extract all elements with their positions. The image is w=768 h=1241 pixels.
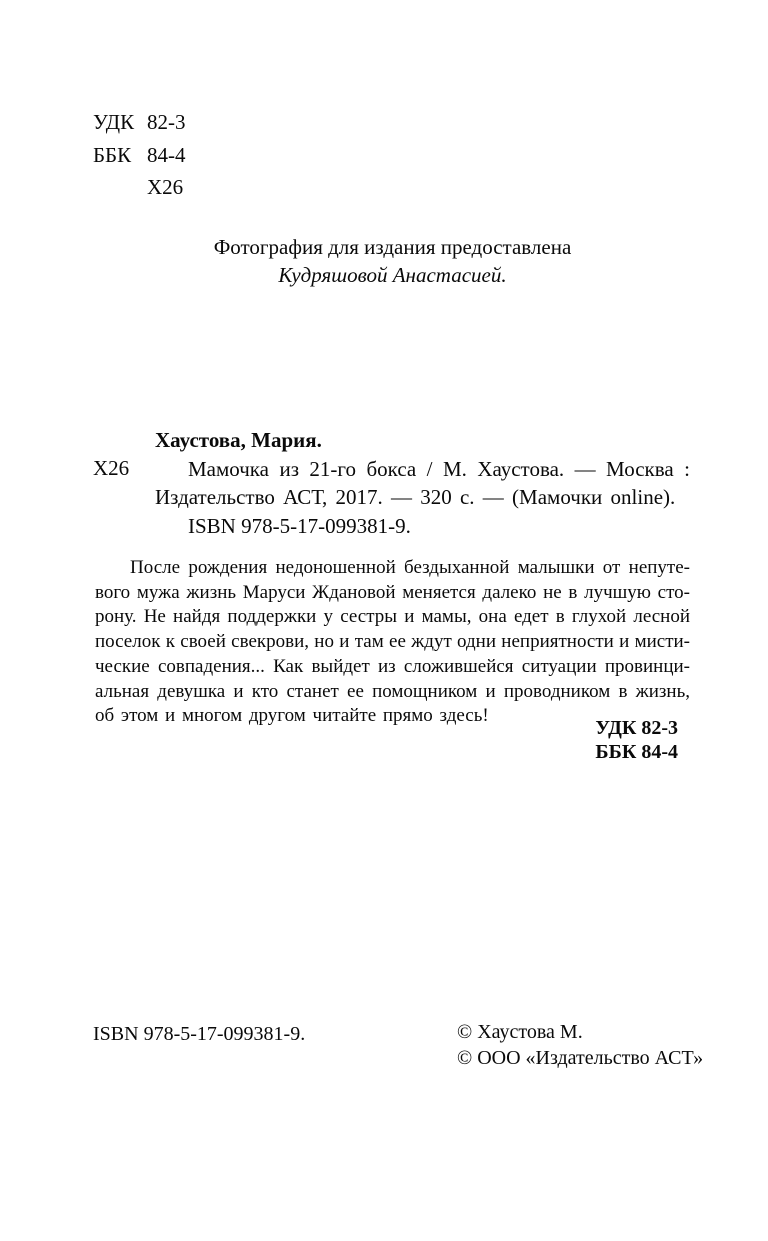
- author-sign-line: [93, 171, 186, 204]
- udk-bottom: УДК 82-3: [595, 717, 678, 739]
- bbk-bottom: ББК 84-4: [595, 741, 678, 763]
- annotation-block: [95, 556, 690, 729]
- udk-label: УДК: [93, 110, 135, 134]
- bbk-label: ББК: [93, 142, 132, 167]
- catalog-record-block: [155, 426, 690, 540]
- annotation-line: поселок к своей свекрови, но и там ее ждут одни неприятности и мисти-: [95, 631, 690, 653]
- bbk-line: [93, 139, 186, 172]
- classification-top-block: [93, 106, 186, 204]
- photo-credit-block: [95, 233, 690, 289]
- footer-isbn: ISBN 978-5-17-099381-9.: [93, 1023, 306, 1045]
- udk-value: 82-3: [147, 110, 186, 134]
- photo-credit-line1: Фотография для издания предоставлена: [213, 235, 572, 259]
- udk-line: [93, 106, 186, 139]
- bbk-value: 84-4: [147, 142, 186, 167]
- author-sign: Х26: [147, 175, 184, 199]
- annotation-line: альная девушка и кто станет ее помощником и проводником в жизнь,: [95, 680, 690, 702]
- catalog-title-line2: Издательство АСТ, 2017. — 320 с. — (Мамочки online).: [155, 485, 676, 509]
- copyright-author: © Хаустова М.: [457, 1021, 583, 1043]
- catalog-isbn: ISBN 978-5-17-099381-9.: [188, 513, 411, 538]
- footer-copyright-block: [457, 1019, 703, 1071]
- catalog-margin-sign: Х26: [93, 456, 130, 480]
- annotation-line: После рождения недоношенной бездыханной малышки от непуте-: [130, 557, 690, 578]
- annotation-line: об этом и многом другом читайте прямо здесь!: [95, 705, 489, 727]
- catalog-title-line1: Мамочка из 21-го бокса / М. Хаустова. — Москва :: [188, 456, 690, 481]
- photo-credit-line2: Кудряшовой Анастасией.: [278, 263, 507, 287]
- catalog-author-heading: Хаустова, Мария.: [155, 428, 322, 452]
- annotation-line: ческие совпадения... Как выйдет из сложившейся ситуации провинци-: [95, 655, 690, 677]
- annotation-line: вого мужа жизнь Маруси Ждановой меняется далеко не в лучшую сто-: [95, 581, 690, 603]
- copyright-publisher: © ООО «Издательство АСТ»: [457, 1047, 704, 1069]
- annotation-line: рону. Не найдя поддержки у сестры и мамы, она едет в глухой лесной: [95, 606, 690, 628]
- classification-bottom-block: [595, 716, 678, 764]
